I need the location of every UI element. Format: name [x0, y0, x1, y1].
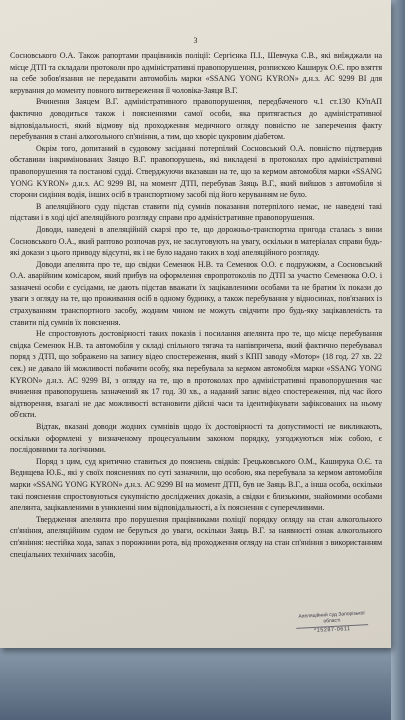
- paragraph: В апеляційного суду підстав ставити під сумнів показання потерпілого немає, не наведені такі підстави і в ході цієї апеляційного розгляду справи про адміністративне правопорушення.: [10, 201, 382, 223]
- paragraph: Доводи, наведені в апеляційній скарзі про те, що дорожньо-транспортна пригода сталась з вини Сосновського О.А., який раптово розпочав рух, не заслуговують на увагу, оскільки в матеріалах справи будь-які докази з цього приводу відсутні, як і не було надано таких в ході апеляційного розгляду.: [10, 224, 382, 258]
- page-number: 3: [193, 36, 198, 45]
- paragraph: Поряд з цим, суд критично ставиться до пояснень свідків: Грецьковського О.М., Каширука О.Є. та Ведищева Ю.Б., які у своїх поясненнях по суті зазначили, що особою, яка перебувала за кермом автомобіля марки «SSANG YONG KYRON» д.н.з. АС 9299 ВІ на момент ДТП, був не Заяць В.Г., а інша особа, оскільки такі пояснення спростовуються сукупністю досліджених доказів, а свідки є близькими, знайомими особами апелянта, зацікавленими в уникненні ним відповідальності, а їх пояснення є суперечливими.: [10, 456, 382, 513]
- paragraph: Доводи апелянта про те, що свідки Семенюк Н.В. та Семенюк О.О. є подружжям, а Сосновський О.А. аварійним комісаром, який прибув на оформлення європротоколів по ДТП за участю Семенюка О.О. і зазначені особи є сусідами, не дають підстав вважати їх зацікавленими особами та не братим їх покази до уваги з огляду на те, що проживання осіб в одному будинку, а також перебування у відносинах, пов'язаних із страхуванням транспортного засобу, жодним чином не можуть свідчити про будь-яку зацікавленість та ставити під сумнів їх пояснення.: [10, 259, 382, 327]
- paragraph: Відтак, вказані доводи жодних сумнівів щодо їх достовірності та допустимості не викликають, оскільки оформлені у визначеному процесуальним законом порядку, узгоджуються між собою, є послідовними та логічними.: [10, 422, 382, 455]
- folder-right-edge: [391, 0, 405, 720]
- paragraph: Твердження апелянта про порушення працівниками поліції порядку огляду на стан алкогольного сп'яніння, апеляційним судом не беруться до уваги, оскільки Заяць В.Г. за наявності ознак алкогольного сп'яніння: нестійка хода, запах з порожнини рота, від проходження огляду на стан сп'яніння з використанням спеціальних технічних засобів,: [10, 514, 382, 559]
- document-body: [10, 50, 382, 560]
- folder-bottom-edge: [0, 640, 405, 720]
- paragraph: Окрім того, допитаний в судовому засіданні потерпілий Сосновський О.А. повністю підтвердив обставини інкримінованих Заяцю В.Г. правопорушень, які викладені в протоколах про адміністративні правопорушення та постанові судді. Стверджуючи вказавши на те, що за кермом автомобіля марки «SSANG YONG KYRON» д.н.з. АС 9299 ВІ, на момент ДТП, перебував Заяць В.Г., який вийшов з автомобіля зі сторони сидіння водія, інших осіб в транспортному засобі під його керуванням не було.: [10, 143, 382, 200]
- paragraph: Не спростовують достовірності таких показів і посилання апелянта про те, що місце перебування свідка Семенюк Н.В. та автомобіля у складі спільного тягача та напівпричепа, який фактично перебувавал поряд з ДТП, що зображено на запису відео спостереження, який з КПП заводу «Мотор» (18 год. 27 хв. 22 сек.) не давало їй можливості побачити особу, яка перебувала за кермом автомобіля марки «SSANG YONG KYRON» д.н.з. АС 9299 ВІ, з огляду на те, що в протоколах про адміністративні правопорушення час вчинення правопорушень зазначений як 17 год. 30 хв., а наданий запис відео спостереження, під час його відтворення, взагалі не дає можливості встановити дійсні часи та ідентифікувати зафіксованих на ньому об'єкти.: [10, 329, 382, 420]
- stamp-number: *15287-0611: [296, 624, 368, 635]
- stamp-text: Апеляційний суд Запорізької області: [298, 610, 365, 625]
- paragraph: Сосновського О.А. Також рапортами працівників поліції: Сергієнка П.І., Шевчука С.В., які виїжджали на місце ДТП та складали протоколи про адміністративні правопорушення, розпискою Каширук О.Є. про взяття на себе зобов'язання не передавати автомобіль марки «SSANG YONG KYRON» д.н.з. АС 9299 ВІ для керування до моменту повного витвереження її чоловіка-Заяця В.Г.: [10, 51, 382, 95]
- court-stamp: [295, 610, 368, 636]
- paragraph: Вчинення Заяцем В.Г. адміністративного правопорушення, передбаченого ч.1 ст.130 КУпАП фактично доводиться також і поясненнями самої особи, яка притягається до адміністративної відповідальності, який відмову від проходження медичного огляду повністю не заперечення факту перебування в стані алкогольного сп'яніння, а тим, що хворіє цукровим діабетом.: [10, 97, 382, 142]
